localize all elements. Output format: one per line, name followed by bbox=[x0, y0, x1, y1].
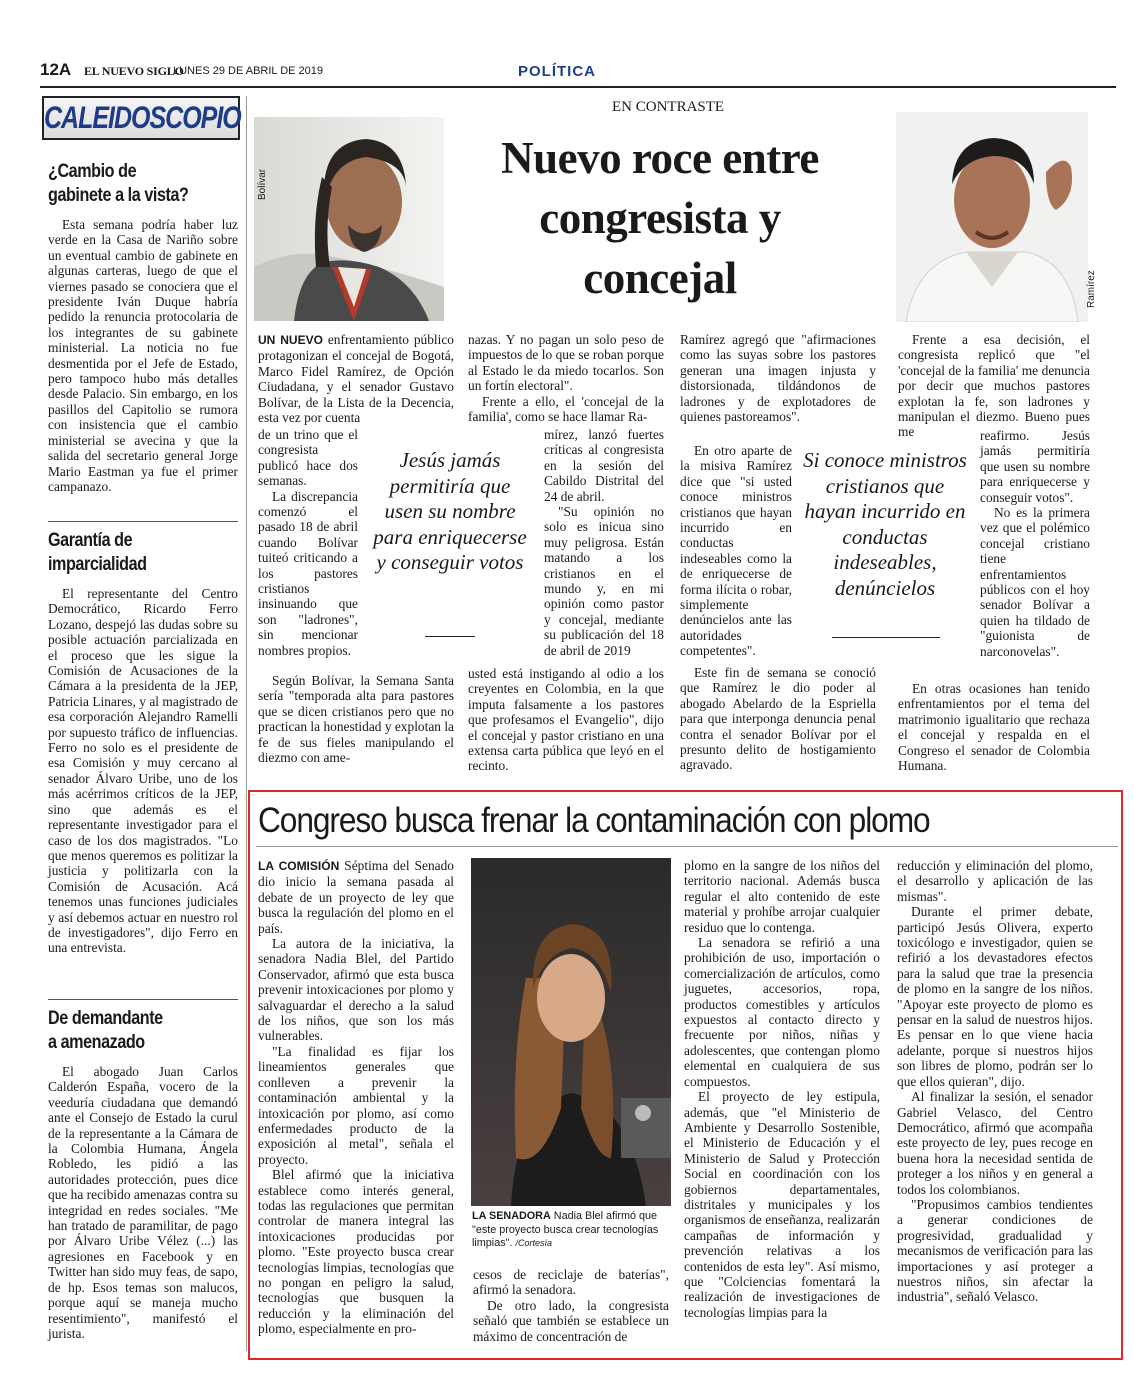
top-article-col3-narrow: En otro aparte de la misiva Ramírez dice que "si usted conoce ministros cristianos que hayan incurrido en conductas indeseables como la de enriquecerse de forma ilícita o robar, simplemente denúncielos ante las autoridades competentes". bbox=[680, 443, 792, 659]
sidebar-item-2-body: El representante del Centro Democrático, Ricardo Ferro Lozano, despejó las dudas sobre su posible actuación parcializada en el proceso que les sigue la Comisión de Acusaciones de la Cámara a la presidenta de la JEP, Patricia Linares, y al magistrado de esa corporación Alejandro Ramelli por supuesto tráfico de influencias. Ferro no solo es el presidente de esa Comisión y muy cercano al senador Álvaro Uribe, uno de los más acérrimos críticos de la JEP, sino que además es el representante investigador para el caso de los dos magistrados. "Lo que menos queremos es politizar la justicia y politizarla con la Comisión de Acusación. Acá tenemos unas funciones judiciales y así debemos actuar en nuestro rol de investigadores", dijo Ferro en una entrevista. bbox=[48, 586, 238, 956]
top-article-col3-top: Ramírez agregó que "afirmaciones como las suyas sobre los pastores generan una imagen injusta y distorsionada, tildándonos de ladrones y de explotadores de quienes pastoreamos". bbox=[680, 332, 876, 425]
bottom-headline-rule bbox=[256, 846, 1118, 847]
section-name: POLÍTICA bbox=[518, 63, 596, 80]
top-article-col1-full: UN NUEVO enfrentamiento público protagonizan el concejal de Bogotá, Marco Fidel Ramírez, de Opción Ciudadana, y el senador Gustavo Bolívar, de la Lista de la Decencia, esta vez por cuenta bbox=[258, 332, 454, 426]
sidebar-title: CALEIDOSCOPIO bbox=[44, 100, 241, 136]
pull-quote-left: Jesús jamás permitiría que usen su nombre para enriquecerse y conseguir votos bbox=[373, 448, 527, 574]
top-article-col4-top: Frente a esa decisión, el congresista replicó que "el 'concejal de la familia' me denuncia por decir que muchos pastores explotan la fe, son ladrones y manipulan el diezmo. Bueno pues me bbox=[898, 332, 1090, 440]
top-article-col2-narrow: mírez, lanzó fuertes críticas al congresista en la sesión del Cabildo Distrital del 24 de abril. "Su opinión no solo es inicua sino muy peligrosa. Están matando a los cristianos en el mundo y, en mi opinión como pastor y concejal, mediante su publicación del 18 de abril de 2019 bbox=[544, 427, 664, 658]
masthead-rule bbox=[40, 86, 1116, 88]
bolivar-photo bbox=[254, 117, 444, 321]
ramirez-photo-label: Ramírez bbox=[1086, 270, 1097, 308]
bottom-article-col4: reducción y eliminación del plomo, el desarrollo y aplicación de las mismas". Durante el primer debate, participó Jesús Olivera, experto toxicólogo e investigador, quien se refirió a los devastadores efectos para la salud que trae la presencia de plomo en la sangre de los niños. "Apoyar este proyecto de plomo es pensar en la salud de nuestros hijos. Es pensar en lo que viene hacia adelante, porque si nuestros hijos son libres de plomo, podrán ser lo que ellos quieran", dijo. Al finalizar la sesión, el senador Gabriel Velasco, del Centro Democrático, afirmó que acompaña este proyecto de ley, pues recoge en buena hora la necesidad sentida de proteger a los niños y en general a todos los colombianos. "Propusimos cambios tendientes a generar condiciones de progresividad, gradualidad y mecanismos de verificación para las importaciones y así proteger a nuestros niños, sin afectar la industria", señaló Velasco. bbox=[897, 858, 1093, 1305]
senator-photo bbox=[471, 858, 671, 1206]
bottom-article-col3: plomo en la sangre de los niños del territorio nacional. Además busca regular el alto contenido de este material y prohíbe arrojar cualquier residuo que lo contenga. La senadora se refirió a una prohibición de uso, importación o comercialización de artículos, como juguetes, accesorios, ropa, productos comestibles y artículos expuestos al contacto directo y frecuente por niños, niñas y adolescentes, que contengan plomo elemental en cualquiera de sus compuestos. El proyecto de ley estipula, además, que "el Ministerio de Ambiente y Desarrollo Sostenible, el Ministerio de Educación y el Ministerio de Salud y Protección Social en coordinación con los gobiernos departamentales, distritales y municipales y los organismos de enseñanza, realizarán campañas de información y prevención relativas a los contenidos de esta ley". Así mismo, que "Colciencias fomentará la realización de investigaciones de tecnologías limpias para la bbox=[684, 858, 880, 1320]
top-article-col4-narrow: reafirmo. Jesús jamás permitiría que usen su nombre para enriquecerse y conseguir votos". No es la primera vez que el polémico concejal cristiano tiene enfrentamientos públicos con el hoy senador Bolívar a quien ha tildado de "guionista de narconovelas". bbox=[980, 428, 1090, 659]
pull-quote-left-rule bbox=[425, 636, 475, 637]
article-headline: Nuevo roce entre congresista y concejal bbox=[501, 133, 819, 303]
sidebar-item-1-body: Esta semana podría haber luz verde en la Casa de Nariño sobre un eventual cambio de gabinete en algunas carteras, luego de que el viernes pasado se conociera que el presidente Iván Duque habría pedido la renuncia protocolaria de los integrantes de su gabinete ministerial. La noticia no fue desmentida por el Jefe de Estado, pero tampoco hubo más detalles desde Palacio. Sin embargo, en los pasillos del Capitolio se rumora con insistencia que el cambio ministerial se avecina y que la salida del secretario general Jorge Mario Eastman ya fue el primer campanazo. bbox=[48, 217, 238, 494]
top-article-col1-bottom: Según Bolívar, la Semana Santa sería "temporada alta para pastores que se dicen cristianos pero que no practican la honestidad y explotan la fe de sus fieles manipulando el diezmo con ame- bbox=[258, 673, 454, 766]
bottom-article-col2: cesos de reciclaje de baterías", afirmó la senadora. De otro lado, la congresista señaló que también se establece un máximo de concentración de bbox=[473, 1267, 669, 1344]
top-article-col3-bottom: Este fin de semana se conoció que Ramírez le dio poder al abogado Abelardo de la Espriella para que interponga denuncia penal contra el senador Bolívar por el presunto delito de hostigamiento agravado. bbox=[680, 665, 876, 773]
sidebar-divider bbox=[48, 999, 238, 1000]
page-number: 12A bbox=[40, 60, 72, 79]
sidebar-item-2-heading: Garantía de imparcialidad bbox=[48, 530, 147, 575]
sidebar-divider bbox=[48, 521, 238, 522]
sidebar-title-box bbox=[42, 96, 240, 140]
sidebar-item-3-body: El abogado Juan Carlos Calderón España, vocero de la veeduría ciudadana que demandó ante el Consejo de Estado la curul de la representante a la Cámara de la Colombia Humana, Ángela Robledo, les pidió a las autoridades protección, pues dice que ha recibido amenazas contra su integridad en redes sociales. "Me han tratado de paramilitar, de pago por Álvaro Uribe Vélez (...) las agresiones en Facebook y en Twitter han sido muy feas, de sapo, de hp. Esos temas son malucos, porque aquí se maneja mucho resentimiento", manifestó el jurista. bbox=[48, 1064, 238, 1341]
pull-quote-right: Si conoce ministros cristianos que hayan incurrido en conductas indeseables, denúncielos bbox=[803, 448, 967, 600]
bolivar-photo-label: Bolívar bbox=[257, 168, 268, 200]
sidebar-item-3-heading: De demandante a amenazado bbox=[48, 1008, 163, 1053]
paper-name: EL NUEVO SIGLO bbox=[84, 64, 184, 78]
bottom-article-headline: Congreso busca frenar la contaminación con plomo bbox=[258, 801, 930, 840]
masthead bbox=[40, 60, 1120, 86]
ramirez-photo bbox=[896, 112, 1088, 322]
sidebar-column-rule bbox=[246, 96, 247, 1351]
top-article-col1-narrow: de un trino que el congresista publicó hace dos semanas. La discrepancia comenzó el pasado 18 de abril cuando Bolívar tuiteó criticando a los pastores cristianos insinuando que son "ladrones", sin mencionar nombres propios. bbox=[258, 427, 358, 658]
issue-date: LUNES 29 DE ABRIL DE 2019 bbox=[173, 65, 324, 77]
sidebar-item-1-heading: ¿Cambio de gabinete a la vista? bbox=[48, 161, 189, 206]
top-article-col4-bottom: En otras ocasiones han tenido enfrentamientos por el tema del matrimonio igualitario que rechaza el concejal y respalda en el Congreso el senador de Colombia Humana. bbox=[898, 681, 1090, 774]
article-label: EN CONTRASTE bbox=[612, 99, 725, 115]
top-article-col2-top: nazas. Y no pagan un solo peso de impuestos de lo que se roban porque al Estado le da miedo tocarlos. Son un fortín electoral". Frente a ello, el 'concejal de la familia', como se hace llamar Ra- bbox=[468, 332, 664, 425]
bottom-article-col1: LA COMISIÓN Séptima del Senado dio inicio la semana pasada al debate de un proyecto de ley que busca la regulación del plomo en el país. La autora de la iniciativa, la senadora Nadia Blel, del Partido Conservador, afirmó que esta busca prevenir intoxicaciones por plomo y salvaguardar el derecho a la salud de los niños, que son los más vulnerables. "La finalidad es fijar los lineamientos generales que conlleven a prevenir la contaminación ambiental y la intoxicación por plomo, así como enfermedades producto de la exposición al metal", señala el proyecto. Blel afirmó que la iniciativa establece como interés general, todas las regulaciones que permitan controlar de manera integral las intoxicaciones producidas por plomo. "Este proyecto busca crear tecnologías limpias, tecnologías que no pongan en peligro la salud, tecnologías que busquen la reducción y la eliminación del plomo, especialmente en pro- bbox=[258, 858, 454, 1337]
top-article-col2-bottom: usted está instigando al odio a los creyentes en Colombia, en la que imputa falsamente a los pastores que profesamos el Evangelio", dijo el concejal y pastor cristiano en una extensa carta pública que leyó en el recinto. bbox=[468, 666, 664, 774]
pull-quote-right-rule bbox=[832, 637, 940, 638]
senator-photo-caption: LA SENADORA Nadia Blel afirmó que "este proyecto busca crear tecnologías limpias". /Cortesía bbox=[472, 1210, 659, 1250]
